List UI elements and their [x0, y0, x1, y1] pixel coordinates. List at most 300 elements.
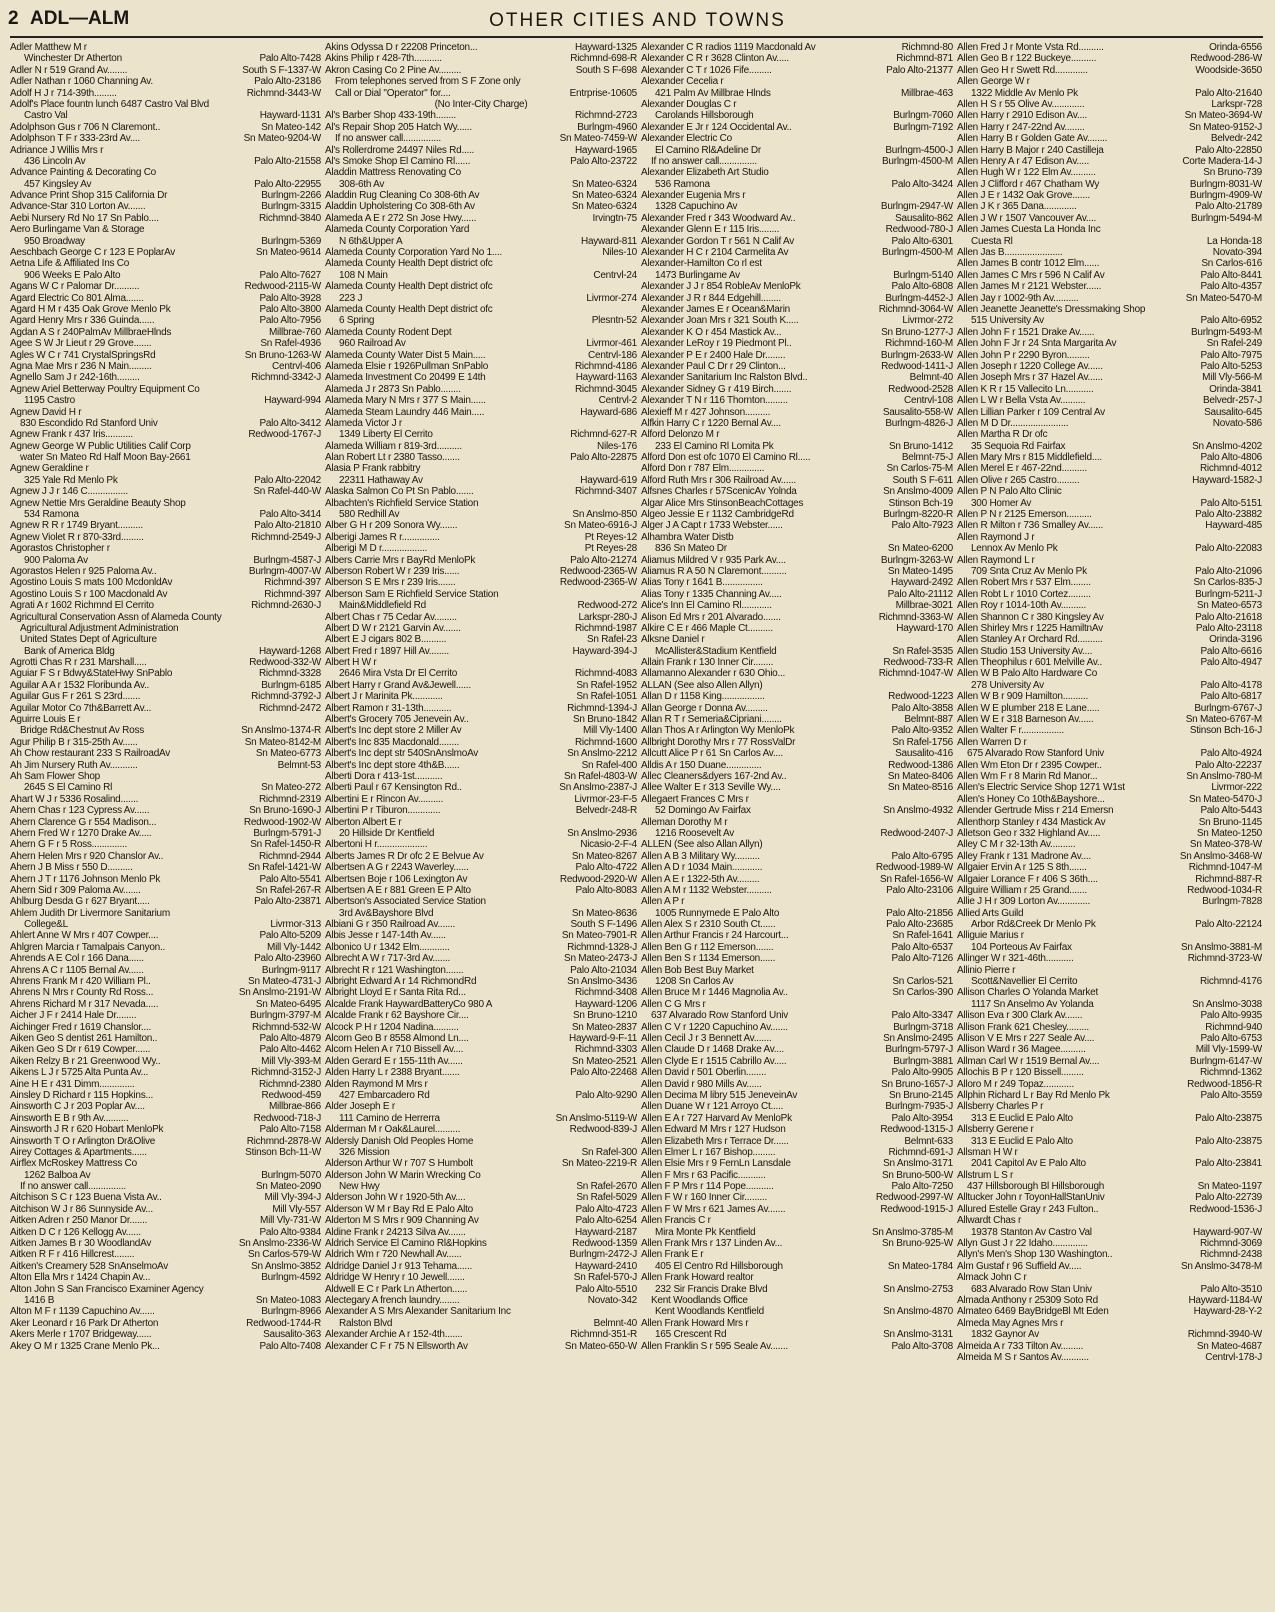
listing-name: Albertson's Associated Service Station — [325, 896, 486, 908]
listing-telephone: Palo Alto-21096 — [1195, 565, 1262, 577]
listing-entry — [10, 737, 321, 748]
listing-entry — [10, 509, 321, 520]
listing-entry — [957, 498, 1262, 509]
listing-name: United States Dept of Agriculture — [20, 634, 157, 646]
listing-entry — [957, 1033, 1262, 1044]
listing-name: Alksne Daniel r — [641, 634, 705, 646]
listing-name: Alan Robert Lt r 2380 Tasso....... — [325, 452, 460, 464]
listing-entry — [10, 532, 321, 543]
listing-telephone: Richmnd-4176 — [1199, 976, 1262, 988]
listing-telephone: Richmnd-4186 — [574, 360, 637, 372]
listing-entry — [10, 1170, 321, 1181]
listing-name: 6 Spring — [339, 315, 375, 327]
listing-entry — [641, 201, 953, 212]
listing-name: 326 Mission — [339, 1146, 390, 1158]
listing-entry — [641, 1249, 953, 1260]
listing-name: Alberti Dora r 413-1st........... — [325, 771, 443, 782]
listing-name: El Camino Rl&Adeline Dr — [655, 144, 761, 156]
listing-name: Allen Frank Howard Mrs r — [641, 1317, 749, 1329]
listing-telephone: Richmnd-1987 — [574, 622, 637, 634]
listing-entry — [957, 623, 1262, 634]
listing-name: From telephones served from S F Zone only — [335, 76, 521, 88]
listing-name: Ahern Helen Mrs r 920 Chanslor Av.. — [10, 850, 164, 862]
listing-name: 1262 Balboa Av — [24, 1169, 91, 1181]
listing-name: Ahern Clarence G r 554 Madison... — [10, 816, 157, 828]
listing-name: Allen Martha R Dr ofc — [957, 429, 1048, 441]
listing-entry — [325, 145, 637, 156]
listing-name: 457 Kingsley Av — [24, 178, 92, 190]
listing-name: Allen A M r 1132 Webster.......... — [641, 884, 772, 896]
listing-entry — [325, 976, 637, 987]
listing-entry — [641, 668, 953, 679]
listing-name: Allen Arthur Francis r 24 Harcourt... — [641, 930, 789, 942]
listing-telephone: Richmnd-3069 — [1199, 1238, 1262, 1250]
listing-telephone: Sn Bruno-500-W — [882, 1169, 953, 1181]
listing-name: Aguilar A A r 1532 Floribunda Av.. — [10, 679, 150, 691]
listing-name: Agans W C r Palomar Dr.......... — [10, 281, 140, 293]
listing-telephone: Sn Mateo-8406 — [887, 771, 953, 782]
listing-name: Agnew Ariel Betterway Poultry Equipment Co — [10, 383, 200, 395]
listing-telephone: Palo Alto-7158 — [259, 1124, 321, 1136]
listing-telephone: Sn Rafel-23 — [586, 634, 637, 646]
listing-entry — [957, 441, 1262, 452]
page-number: 2 — [8, 8, 19, 29]
listing-name: Al's Barber Shop 433-19th........ — [325, 110, 456, 122]
listing-telephone: Stinson Bch-19 — [888, 497, 953, 509]
listing-name: Alameda County Health Dept district ofc — [325, 303, 493, 315]
listing-telephone: Palo Alto-23882 — [1195, 509, 1262, 521]
listing-telephone: Richmnd-3152-J — [251, 1067, 321, 1079]
listing-name: 437 Hillsborough Bl Hillsborough — [967, 1181, 1105, 1193]
listing-telephone: Irvingtn-75 — [592, 212, 637, 224]
listing-entry — [957, 315, 1262, 326]
listing-telephone: Sn Mateo-6573 — [1196, 600, 1262, 612]
listing-entry — [641, 1318, 953, 1329]
listing-entry — [641, 862, 953, 873]
listing-entry — [957, 668, 1262, 679]
listing-name: 534 Ramona — [24, 509, 79, 521]
listing-entry — [10, 395, 321, 406]
listing-entry — [641, 874, 953, 885]
listing-telephone: Nicasio-2-F-4 — [580, 839, 637, 851]
listing-telephone: La Honda-18 — [1206, 235, 1262, 247]
listing-name: Alcorn Geo B r 8558 Almond Ln.... — [325, 1032, 469, 1044]
listing-telephone: Palo Alto-23875 — [1195, 1112, 1262, 1124]
listing-telephone: Belmnt-75-J — [901, 452, 953, 464]
listing-name: Allured Estelle Gray r 243 Fulton.. — [957, 1203, 1099, 1215]
listing-entry — [957, 965, 1262, 976]
listing-name: Kent Woodlands Office — [651, 1294, 748, 1306]
listing-name: Allen J W r 1507 Vancouver Av.... — [957, 212, 1097, 224]
listing-name: Aetna Life & Affiliated Ins Co — [10, 258, 130, 270]
listing-entry — [641, 532, 953, 543]
listing-name: Allen Theophilus r 601 Melville Av.. — [957, 657, 1102, 669]
listing-name: Allguire William r 25 Grand....... — [957, 884, 1087, 896]
listing-telephone: Burlngm-4826-J — [885, 417, 953, 429]
listing-telephone: Sn Mateo-4687 — [1196, 1340, 1262, 1352]
listing-name: Allen Joseph Mrs r 37 Hazel Av...... — [957, 372, 1103, 384]
listing-name: Ah Jim Nursery Ruth Av........... — [10, 759, 138, 771]
listing-name: Albright Lloyd E r Santa Rita Rd... — [325, 987, 466, 999]
listing-telephone: Hayward-1582-J — [1192, 474, 1262, 486]
listing-entry — [641, 930, 953, 941]
listing-entry — [10, 760, 321, 771]
listing-entry — [325, 418, 637, 429]
listing-name: Agostino Louis S mats 100 McdonldAv — [10, 577, 173, 589]
listing-entry — [325, 577, 637, 588]
listing-telephone: Sn Anslmo-3785-M — [871, 1226, 953, 1238]
listing-entry — [325, 965, 637, 976]
listing-name: Alexander Joan Mrs r 321 South K..... — [641, 315, 799, 327]
listing-telephone: Redwood-1411-J — [881, 360, 953, 372]
listing-name: Allen James Cuesta La Honda Inc — [957, 224, 1101, 236]
listing-name: 300 Homer Av — [971, 497, 1032, 509]
listing-telephone: Sn Mateo-9152-J — [1189, 121, 1262, 133]
listing-name: Allen A B 3 Military Wy.......... — [641, 850, 760, 862]
listing-entry — [957, 1284, 1262, 1295]
listing-entry — [10, 270, 321, 281]
listing-telephone: South S F-1496 — [570, 919, 637, 931]
listing-entry — [10, 543, 321, 554]
listing-entry — [325, 805, 637, 816]
listing-name: Alford Delonzo M r — [641, 429, 720, 441]
listing-name: Allen George W r — [957, 76, 1030, 88]
listing-name: Allen John F Jr r 24 Snta Margarita Av — [957, 338, 1117, 350]
listing-entry — [325, 1136, 637, 1147]
listing-telephone: Sn Bruno-1842 — [572, 714, 637, 726]
listing-entry — [641, 338, 953, 349]
listing-entry — [957, 1044, 1262, 1055]
listing-entry — [641, 1295, 953, 1306]
listing-entry — [10, 794, 321, 805]
listing-telephone: Sn Rafel-570-J — [573, 1272, 637, 1284]
listing-name: Allen Jas B....................... — [957, 247, 1063, 259]
listing-name: 165 Crescent Rd — [655, 1329, 727, 1341]
listing-name: 2645 S El Camino Rl — [24, 782, 113, 794]
listing-name: Allen Shannon C r 380 Kingsley Av — [957, 611, 1104, 623]
listing-entry — [10, 76, 321, 87]
listing-telephone: Palo Alto-3858 — [891, 702, 953, 714]
listing-name: Albert's Grocery 705 Jenevein Av.. — [325, 714, 469, 726]
listing-telephone: Sn Mateo-8142-M — [244, 736, 321, 748]
listing-entry — [641, 475, 953, 486]
listing-entry — [957, 1079, 1262, 1090]
listing-name: 830 Escondido Rd Stanford Univ — [20, 417, 158, 429]
listing-telephone: Sn Carlos-835-J — [1193, 577, 1262, 589]
listing-telephone: Sn Bruno-1657-J — [881, 1078, 953, 1090]
listing-entry — [641, 1204, 953, 1215]
listing-entry — [641, 589, 953, 600]
listing-entry — [10, 350, 321, 361]
listing-telephone: Palo Alto-5253 — [1200, 360, 1262, 372]
listing-telephone: Richmnd-4083 — [574, 668, 637, 680]
listing-name: Allen J E r 1432 Oak Grove....... — [957, 190, 1090, 202]
listing-entry — [10, 1192, 321, 1203]
listing-telephone: Sn Anslmo-2191-W — [238, 987, 321, 999]
listing-entry — [641, 634, 953, 645]
listing-entry — [10, 338, 321, 349]
listing-name: Allen W B r 909 Hamilton.......... — [957, 691, 1088, 703]
listing-name: Allied Arts Guild — [957, 907, 1024, 919]
listing-telephone: Palo Alto-8083 — [575, 884, 637, 896]
listing-name: Aguilar Motor Co 7th&Barrett Av... — [10, 702, 152, 714]
listing-telephone: Burlngm-4909-W — [1189, 190, 1262, 202]
listing-entry — [325, 589, 637, 600]
listing-name: Alford Don r 787 Elm.............. — [641, 463, 765, 475]
listing-name: Allen P N r 2125 Emerson.......... — [957, 509, 1092, 521]
listing-telephone: Richmnd-80 — [901, 42, 953, 53]
listing-entry — [957, 1101, 1262, 1112]
listing-telephone: Sn Mateo-6773 — [255, 748, 321, 760]
listing-entry — [10, 167, 321, 178]
listing-telephone: Sn Anslmo-4870 — [883, 1306, 953, 1318]
listing-entry — [325, 498, 637, 509]
listing-telephone: Sausalito-862 — [895, 212, 953, 224]
listing-entry — [957, 53, 1262, 64]
listing-name: Agles W C r 741 CrystalSpringsRd — [10, 349, 156, 361]
listing-name: Allen Ben S r 1134 Emerson...... — [641, 953, 776, 965]
listing-entry — [957, 372, 1262, 383]
listing-name: Agricultural Adjustment Administration — [20, 622, 179, 634]
listing-entry — [325, 566, 637, 577]
listing-name: Algeo Jessie E r 1132 CambridgeRd — [641, 509, 794, 521]
listing-name: Allen's Honey Co 10th&Bayshore... — [957, 793, 1105, 805]
listing-telephone: Sn Carlos-75-M — [886, 463, 953, 475]
listing-telephone: Entrprise-10605 — [569, 87, 637, 99]
listing-name: Akins Philip r 428-7th........... — [325, 53, 442, 65]
listing-entry — [957, 327, 1262, 338]
listing-name: Agnew Violet R r 870-33rd......... — [10, 531, 144, 543]
listing-name: Aladdin Rug Cleaning Co 308-6th Av — [325, 190, 480, 202]
listing-telephone: Richmnd-397 — [264, 588, 321, 600]
listing-entry — [957, 270, 1262, 281]
listing-name: Agard Electric Co 801 Alma....... — [10, 292, 144, 304]
listing-name: Alison Ed Mrs r 201 Alvarado....... — [641, 611, 781, 623]
listing-entry — [10, 555, 321, 566]
listing-name: 1005 Runnymede E Palo Alto — [655, 907, 780, 919]
listing-telephone: Sn Mateo-2473-J — [564, 953, 637, 965]
listing-name: Albertsen Boje r 106 Lexington Av — [325, 873, 468, 885]
listing-telephone: Pt Reyes-12 — [584, 531, 637, 543]
listing-entry — [957, 680, 1262, 691]
listing-entry — [325, 930, 637, 941]
listing-telephone: Belmnt-40 — [593, 1317, 637, 1329]
listing-entry — [957, 1272, 1262, 1283]
listing-telephone: Sn Mateo-378-W — [1189, 839, 1262, 851]
listing-entry — [10, 1101, 321, 1112]
listing-entry — [957, 874, 1262, 885]
listing-telephone: South S F-1337-W — [242, 64, 321, 76]
listing-entry — [957, 987, 1262, 998]
listing-entry — [325, 691, 637, 702]
listing-entry — [10, 327, 321, 338]
listing-name: Advance Print Shop 315 California Dr — [10, 190, 168, 202]
listing-telephone: Livrmor-274 — [586, 292, 637, 304]
listing-telephone: Novato-342 — [587, 1294, 637, 1306]
listing-name: Allen Frank Howard realtor — [641, 1272, 754, 1284]
listing-name: Agrotti Chas R r 231 Marshall..... — [10, 657, 147, 669]
listing-telephone: Redwood-2920-W — [559, 873, 637, 885]
listing-name: If no answer call............... — [651, 155, 757, 167]
listing-name: Agorastos Helen r 925 Paloma Av.. — [10, 565, 157, 577]
listing-entry — [641, 452, 953, 463]
listing-telephone: Redwood-1989-W — [875, 862, 953, 874]
listing-entry — [325, 76, 637, 87]
listing-name: Aeschbach George C r 123 E PoplarAv — [10, 247, 176, 259]
listing-name: 278 University Av — [971, 679, 1044, 691]
listing-telephone: Palo Alto-23871 — [254, 896, 321, 908]
listing-entry — [641, 281, 953, 292]
listing-name: Allen Merel E r 467-22nd.......... — [957, 463, 1087, 475]
listing-name: Airflex McRoskey Mattress Co — [10, 1158, 137, 1170]
listing-telephone: Sn Mateo-650-W — [564, 1340, 637, 1352]
listing-entry — [325, 725, 637, 736]
listing-telephone: Palo Alto-22739 — [1195, 1192, 1262, 1204]
listing-name: Alberson S E Mrs r 239 Iris....... — [325, 577, 456, 589]
listing-name: Agnew George W Public Utilities Calif Corp — [10, 440, 191, 452]
listing-entry — [641, 463, 953, 474]
listing-entry — [641, 407, 953, 418]
listing-telephone: Redwood-1856-R — [1187, 1078, 1262, 1090]
listing-telephone: Sn Rafel-1051 — [576, 691, 637, 703]
listing-name: Allen Duane W r 121 Arroyo Ct..... — [641, 1101, 784, 1113]
listing-telephone: Palo Alto-7627 — [259, 269, 321, 281]
listing-entry — [10, 213, 321, 224]
listing-telephone: Centrvl-178-J — [1205, 1351, 1262, 1363]
listing-entry — [957, 760, 1262, 771]
listing-entry — [641, 224, 953, 235]
listing-telephone: Palo Alto-5151 — [1200, 497, 1262, 509]
listing-entry — [957, 1022, 1262, 1033]
listing-telephone: Mill Vly-394-J — [264, 1192, 321, 1204]
listing-telephone: Palo Alto-3510 — [1200, 1283, 1262, 1295]
listing-entry — [325, 65, 637, 76]
listing-entry — [957, 338, 1262, 349]
listing-name: Ainsley D Richard r 115 Hopkins... — [10, 1089, 154, 1101]
listing-name: Ainsworth J R r 620 Hobart MenloPk — [10, 1124, 164, 1136]
listing-telephone: Palo Alto-3800 — [259, 303, 321, 315]
listing-name: Alameda County Health Dept district ofc — [325, 281, 493, 293]
listing-entry — [325, 737, 637, 748]
listing-telephone: Palo Alto-21034 — [570, 964, 637, 976]
listing-telephone: Sn Anslmo-3881-M — [1180, 941, 1262, 953]
listing-telephone: Palo Alto-4806 — [1200, 452, 1262, 464]
listing-telephone: Sn Anslmo-4009 — [883, 486, 953, 498]
listing-entry — [10, 1044, 321, 1055]
listing-name: Alley C M r 32-13th Av.......... — [957, 839, 1076, 851]
listing-name: Alameda Steam Laundry 446 Main..... — [325, 406, 485, 418]
listing-entry — [10, 520, 321, 531]
listing-telephone: Belvedr-242 — [1210, 133, 1262, 145]
listing-entry — [10, 281, 321, 292]
listing-name: Alexander Sidney G r 419 Birch....... — [641, 383, 792, 395]
listing-telephone: Palo Alto-6301 — [891, 235, 953, 247]
listing-entry — [10, 612, 321, 623]
listing-entry — [325, 555, 637, 566]
listing-telephone: Mill Vly-1599-W — [1195, 1044, 1262, 1056]
listing-name: Advance Painting & Decorating Co — [10, 167, 156, 179]
listing-name: Alexander A S Mrs Alexander Sanitarium Inc — [325, 1306, 511, 1318]
listing-entry — [325, 1101, 637, 1112]
listing-telephone: Palo Alto-4924 — [1200, 748, 1262, 760]
listing-entry — [957, 851, 1262, 862]
listing-entry — [641, 942, 953, 953]
listing-name: 1832 Gaynor Av — [971, 1329, 1040, 1341]
listing-telephone: Palo Alto-21789 — [1195, 201, 1262, 213]
listing-name: Aitken's Creamery 528 SnAnselmoAv — [10, 1260, 168, 1272]
listing-telephone: Palo Alto-21377 — [886, 64, 953, 76]
listing-name: Agnew Geraldine r — [10, 463, 89, 475]
listing-entry — [641, 1056, 953, 1067]
listing-name: Aldersly Danish Old Peoples Home — [325, 1135, 474, 1147]
listing-name: Allison Ward r 36 Magee.......... — [957, 1044, 1086, 1056]
listing-telephone: Burlngm-7828 — [1202, 896, 1262, 908]
listing-entry — [957, 1136, 1262, 1147]
listing-entry — [957, 1181, 1262, 1192]
listing-name: Aitken D C r 126 Kellogg Av...... — [10, 1226, 141, 1238]
listing-entry — [957, 201, 1262, 212]
listing-entry — [10, 896, 321, 907]
listing-entry — [641, 1170, 953, 1181]
listing-entry — [10, 942, 321, 953]
listing-name: Alberigi James R r............... — [325, 531, 440, 543]
listing-entry — [325, 1295, 637, 1306]
listing-entry — [957, 577, 1262, 588]
listing-entry — [10, 65, 321, 76]
listing-name: Aitken R F r 416 Hillcrest........ — [10, 1249, 135, 1261]
listing-telephone: Sausalito-363 — [263, 1329, 321, 1341]
listing-entry — [10, 1147, 321, 1158]
listing-telephone: Burlngm-4007-W — [248, 565, 321, 577]
listing-entry — [10, 1124, 321, 1135]
listing-entry — [10, 874, 321, 885]
listing-name: Alcock P H r 1204 Nadina.......... — [325, 1021, 459, 1033]
listing-entry — [10, 315, 321, 326]
listing-name: College&L — [24, 919, 68, 931]
listing-name: Aebi Nursery Rd No 17 Sn Pablo.... — [10, 212, 159, 224]
listing-telephone: Centrvl-108 — [904, 395, 953, 407]
listing-entry — [641, 1181, 953, 1192]
listing-name: Alexander Electric Co — [641, 133, 732, 145]
listing-name: Alameda County Water Dist 5 Main..... — [325, 349, 486, 361]
listing-telephone: Sn Mateo-272 — [261, 782, 321, 794]
listing-entry — [10, 1238, 321, 1249]
listing-entry — [325, 1147, 637, 1158]
listing-entry — [957, 828, 1262, 839]
listing-entry — [957, 885, 1262, 896]
listing-telephone: Richmnd-1328-J — [567, 941, 637, 953]
listing-name: Agnew R R r 1749 Bryant.......... — [10, 520, 143, 532]
listing-name: Allen Mary Mrs r 815 Middlefield.... — [957, 452, 1102, 464]
listing-entry — [325, 817, 637, 828]
listing-entry — [957, 942, 1262, 953]
listing-name: Allen John P r 2290 Byron......... — [957, 349, 1090, 361]
listing-telephone: Palo Alto-3559 — [1200, 1089, 1262, 1101]
listing-telephone: Sn Anslmo-2387-J — [559, 782, 637, 794]
listing-entry — [641, 179, 953, 190]
listing-name: Alm Gustaf r 96 Suffield Av..... — [957, 1260, 1082, 1272]
listing-name: Allen Warren D r — [957, 736, 1027, 748]
listing-name: Aguiar F S r Bdwy&StateHwy SnPablo — [10, 668, 173, 680]
listing-telephone: Redwood-2997-W — [875, 1192, 953, 1204]
listing-telephone: Sn Mateo-7901-R — [561, 930, 637, 942]
listing-entry — [10, 1067, 321, 1078]
listing-name: 436 Lincoln Av — [24, 155, 86, 167]
listing-telephone: Palo Alto-9290 — [575, 1089, 637, 1101]
listing-name: Albert's Inc 835 Macdonald........ — [325, 736, 460, 748]
listing-telephone: Palo Alto-23106 — [886, 884, 953, 896]
listing-entry — [641, 213, 953, 224]
